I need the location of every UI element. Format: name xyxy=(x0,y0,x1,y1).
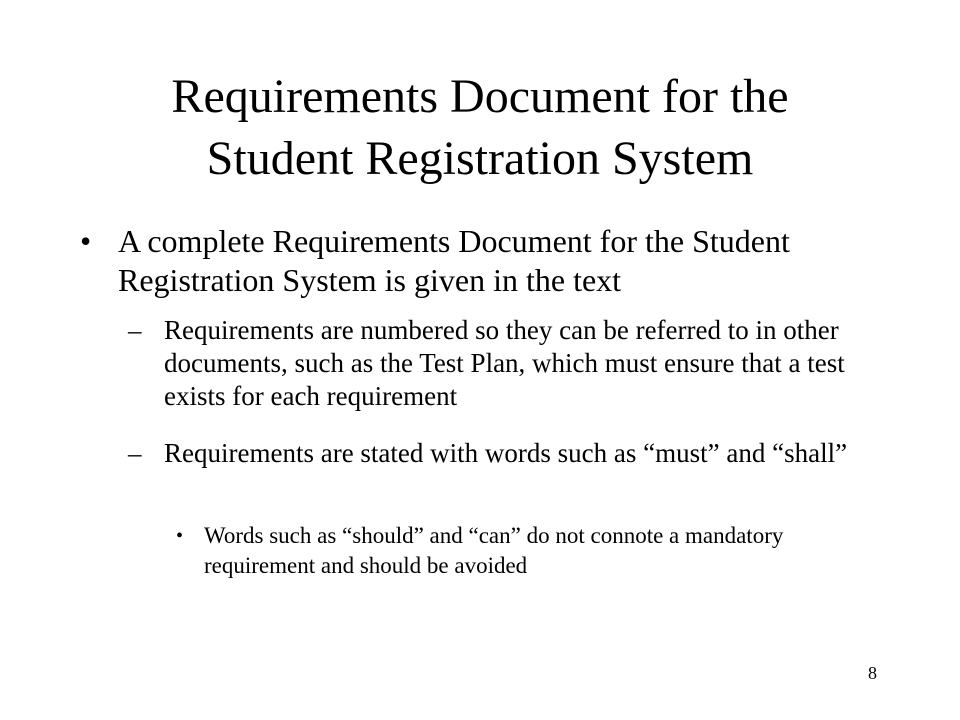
sub-sub-bullet xyxy=(176,521,888,581)
page-number: 8 xyxy=(868,663,877,683)
title-line-2: Student Registration System xyxy=(206,132,754,185)
sub-bullet-1 xyxy=(128,314,888,413)
sub-sub-bullet-text: Words such as “should” and “can” do not connote a mandatory requirement and should be avoided xyxy=(204,523,784,578)
bullet-marker: • xyxy=(176,525,184,547)
bullet-level-1 xyxy=(80,222,880,300)
dash-marker: – xyxy=(128,438,142,468)
sub-bullet-text: Requirements are stated with words such as “must” and “shall” xyxy=(164,438,848,468)
sub-sub-bullet-item xyxy=(176,521,888,581)
sub-bullet-2 xyxy=(128,437,888,470)
title-line-1: Requirements Document for the xyxy=(171,70,789,123)
sub-bullet-item xyxy=(128,314,888,413)
bullet-text: A complete Requirements Document for the Student Registration System is given in the text xyxy=(118,223,790,298)
bullet-item xyxy=(80,222,880,300)
sub-bullet-text: Requirements are numbered so they can be referred to in other documents, such as the Test Plan, which must ensure that a test exists for each requirement xyxy=(164,315,845,411)
bullet-marker: • xyxy=(80,223,92,259)
sub-bullet-item xyxy=(128,437,888,470)
slide-title xyxy=(60,66,900,190)
dash-marker: – xyxy=(128,315,142,345)
